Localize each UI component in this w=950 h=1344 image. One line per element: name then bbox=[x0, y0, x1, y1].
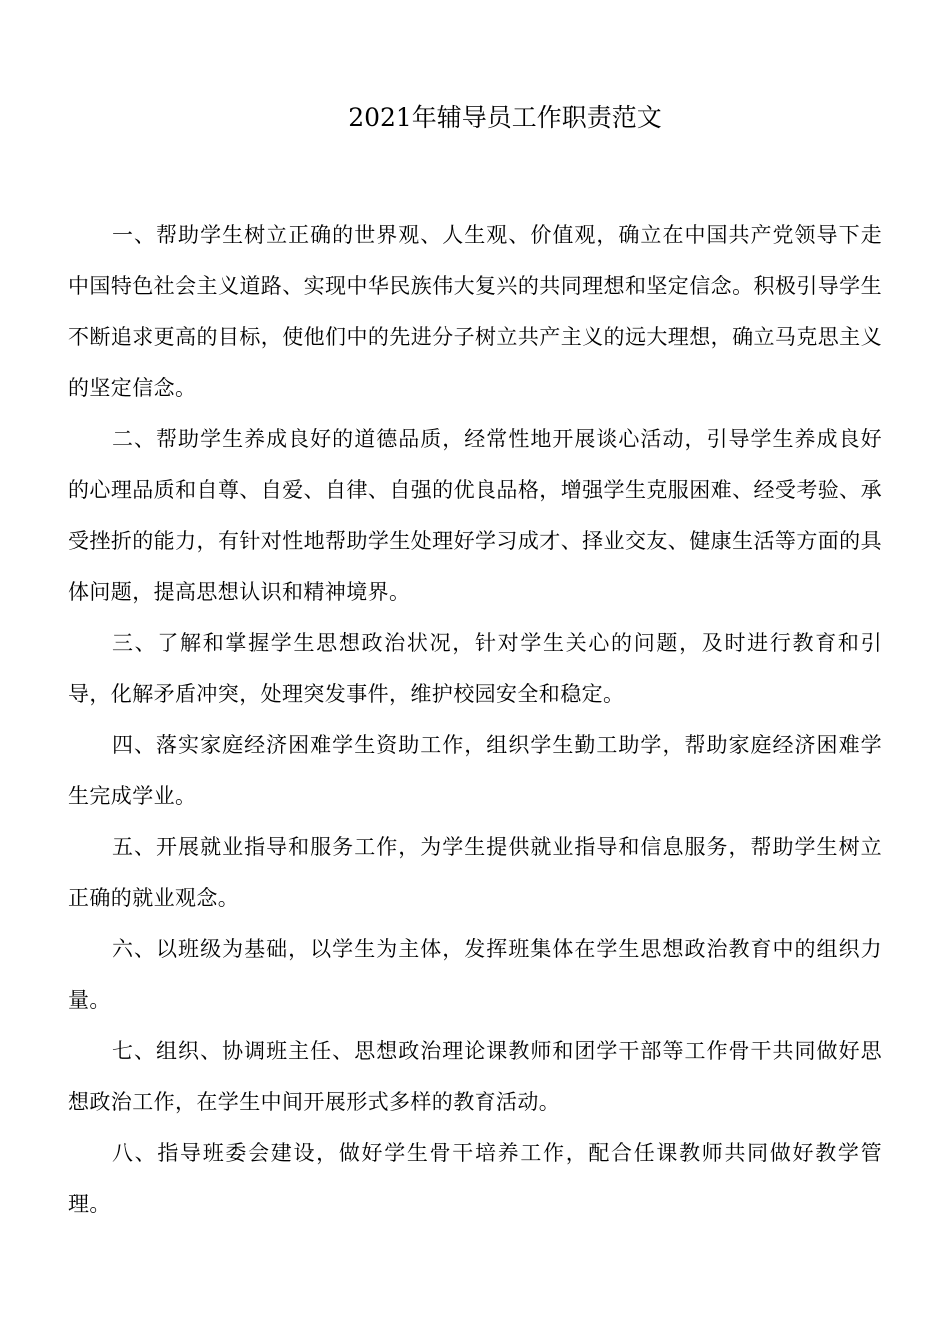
paragraph-5: 五、开展就业指导和服务工作，为学生提供就业指导和信息服务，帮助学生树立正确的就业观念。 bbox=[68, 835, 882, 910]
paragraph-2: 二、帮助学生养成良好的道德品质，经常性地开展谈心活动，引导学生养成良好的心理品质和自尊、自爱、自律、自强的优良品格，增强学生克服困难、经受考验、承受挫折的能力，有针对性地帮助学生处理好学习成才、择业交友、健康生活等方面的具体问题，提高思想认识和精神境界。 bbox=[68, 427, 882, 604]
document-title: 2021年辅导员工作职责范文 bbox=[348, 103, 662, 132]
paragraph-7: 七、组织、协调班主任、思想政治理论课教师和团学干部等工作骨干共同做好思想政治工作，在学生中间开展形式多样的教育活动。 bbox=[68, 1039, 882, 1114]
paragraph-3: 三、了解和掌握学生思想政治状况，针对学生关心的问题，及时进行教育和引导，化解矛盾冲突，处理突发事件，维护校园安全和稳定。 bbox=[68, 631, 882, 706]
paragraph-1: 一、帮助学生树立正确的世界观、人生观、价值观，确立在中国共产党领导下走中国特色社会主义道路、实现中华民族伟大复兴的共同理想和坚定信念。积极引导学生不断追求更高的目标，使他们中的先进分子树立共产主义的远大理想，确立马克思主义的坚定信念。 bbox=[68, 223, 882, 400]
paragraph-4: 四、落实家庭经济困难学生资助工作，组织学生勤工助学，帮助家庭经济困难学生完成学业。 bbox=[68, 733, 882, 808]
paragraph-8: 八、指导班委会建设，做好学生骨干培养工作，配合任课教师共同做好教学管理。 bbox=[68, 1141, 882, 1216]
document-body bbox=[68, 210, 882, 1230]
paragraph-6: 六、以班级为基础，以学生为主体，发挥班集体在学生思想政治教育中的组织力量。 bbox=[68, 937, 882, 1012]
